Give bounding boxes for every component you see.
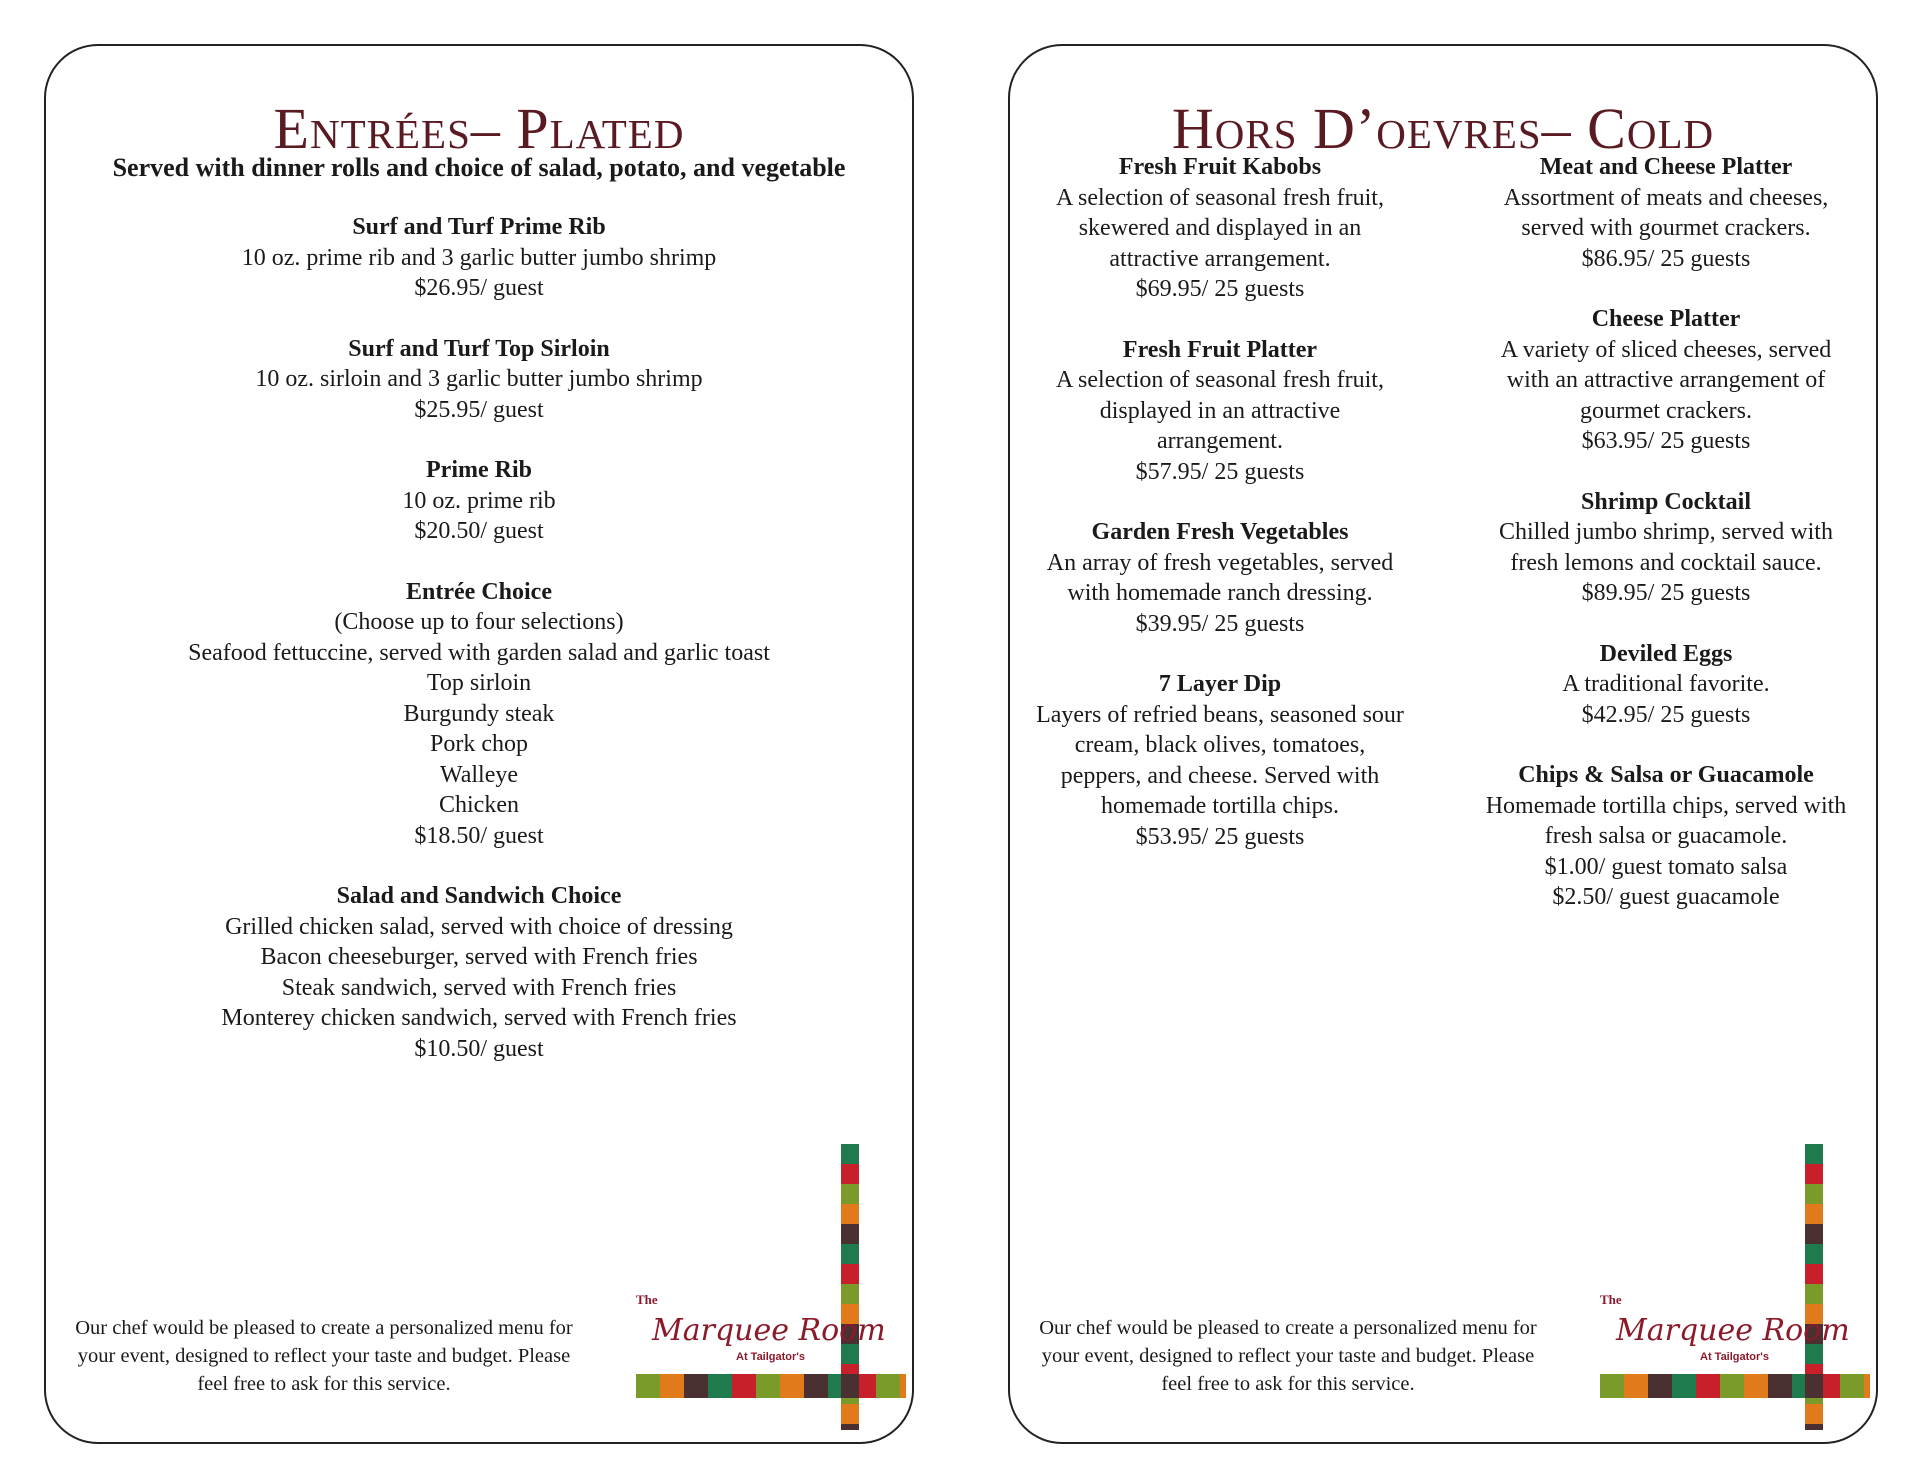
menu-item-line: $53.95/ 25 guests (1135, 823, 1305, 850)
menu-item-line: with an attractive arrangement of (1506, 367, 1826, 393)
menu-item-name: Deviled Eggs (1599, 640, 1733, 667)
logo-stripe-segment (708, 1374, 732, 1398)
logo-stripe-segment (841, 1264, 859, 1284)
menu-item-name: 7 Layer Dip (1158, 671, 1282, 697)
logo-stripe-segment (1805, 1204, 1823, 1224)
menu-item-name: Surf and Turf Top Sirloin (348, 335, 610, 362)
logo-text-script: Marquee Room (652, 1313, 886, 1348)
logo-stripe-segment (684, 1374, 708, 1398)
marquee-room-logo (636, 1144, 906, 1430)
menu-item-line: $69.95/ 25 guests (1135, 276, 1305, 302)
logo-stripe-segment (1864, 1374, 1870, 1398)
menu-item-line: $86.95/ 25 guests (1581, 245, 1751, 272)
logo-text-the: The (1600, 1292, 1622, 1307)
logo-stripe-segment (780, 1374, 804, 1398)
logo-stripe-segment (841, 1144, 859, 1164)
logo-stripe-segment (1768, 1374, 1792, 1398)
menu-page-entrees (44, 44, 914, 1444)
menu-item-line: Bacon cheeseburger, served with French fries (260, 944, 698, 970)
menu-item-line: (Choose up to four selections) (334, 609, 624, 635)
menu-item (46, 881, 912, 1064)
menu-item-name: Fresh Fruit Kabobs (1118, 154, 1322, 180)
logo-stripe-segment (1744, 1374, 1768, 1398)
menu-item-line: Homemade tortilla chips, served with (1485, 792, 1847, 819)
menu-item-name: Cheese Platter (1591, 306, 1741, 332)
menu-item-line: Pork chop (430, 731, 528, 757)
menu-item-line: Assortment of meats and cheeses, (1503, 184, 1829, 211)
logo-stripe-segment (756, 1374, 780, 1398)
footer-note: Our chef would be pleased to create a personalized menu for your event, designed to reflect your taste and budget. Please feel free to ask for this service. (75, 1317, 573, 1395)
logo-stripe-segment (1805, 1284, 1823, 1304)
logo-stripe-segment (1805, 1404, 1823, 1424)
menu-item-line: A traditional favorite. (1562, 671, 1770, 697)
menu-item-name: Prime Rib (426, 457, 532, 483)
page-title: Hors D’oevres– Cold (1171, 96, 1715, 161)
menu-item-line: $39.95/ 25 guests (1135, 610, 1305, 637)
menu-item-line: Chilled jumbo shrimp, served with (1499, 519, 1833, 545)
menu-item-line: An array of fresh vegetables, served (1046, 549, 1394, 576)
logo-stripe-segment (636, 1374, 660, 1398)
menu-item (1020, 335, 1420, 488)
logo-stripe-segment (1600, 1374, 1624, 1398)
menu-item-line: A selection of seasonal fresh fruit, (1056, 184, 1384, 211)
logo-stripe-segment (841, 1284, 859, 1304)
menu-item (1456, 639, 1876, 731)
menu-item-line: arrangement. (1157, 428, 1283, 454)
menu-item-line: 10 oz. prime rib (402, 487, 556, 514)
logo-stripe-segment (660, 1374, 684, 1398)
logo-stripe-segment (1805, 1224, 1823, 1244)
menu-item-line: Monterey chicken sandwich, served with French fries (221, 1005, 737, 1031)
menu-item-line: Chicken (439, 792, 519, 818)
menu-item (1456, 304, 1876, 457)
logo-stripe-segment (732, 1374, 756, 1398)
logo-stripe-segment (1720, 1374, 1744, 1398)
menu-item-line: 10 oz. prime rib and 3 garlic butter jumbo shrimp (241, 244, 717, 271)
menu-item-line: with homemade ranch dressing. (1067, 580, 1373, 606)
menu-item-line: $57.95/ 25 guests (1135, 458, 1305, 485)
marquee-room-logo (1600, 1144, 1870, 1430)
logo-stripe-segment (841, 1244, 859, 1264)
menu-item (46, 212, 912, 304)
logo-stripe-segment (1624, 1374, 1648, 1398)
logo-stripe-crossing (1805, 1374, 1823, 1398)
menu-item-line: Steak sandwich, served with French fries (281, 974, 677, 1001)
menu-item-line: Grilled chicken salad, served with choice of dressing (225, 913, 733, 940)
menu-item-line: $26.95/ guest (414, 275, 544, 301)
menu-item-name: Entrée Choice (406, 578, 552, 605)
footer-note: Our chef would be pleased to create a personalized menu for your event, designed to reflect your taste and budget. Please feel free to ask for this service. (1039, 1317, 1537, 1395)
logo-text-the: The (636, 1292, 658, 1307)
logo-stripe-segment (1840, 1374, 1864, 1398)
menu-item-line: Seafood fettuccine, served with garden salad and garlic toast (188, 639, 770, 666)
menu-item-line: skewered and displayed in an (1078, 215, 1362, 241)
menu-item (1020, 152, 1420, 305)
menu-item (1456, 760, 1876, 913)
menu-item-line: attractive arrangement. (1109, 245, 1331, 272)
logo-stripe-segment (1805, 1164, 1823, 1184)
logo-stripe-segment (804, 1374, 828, 1398)
logo-stripe-segment (1805, 1144, 1823, 1164)
menu-item-line: $18.50/ guest (414, 822, 544, 849)
page-subtitle: Served with dinner rolls and choice of salad, potato, and vegetable (112, 153, 846, 182)
logo-text-at: At Tailgator's (1700, 1351, 1770, 1363)
menu-item-line: $25.95/ guest (414, 396, 544, 423)
menu-item-line: gourmet crackers. (1580, 397, 1752, 424)
menu-item-line: served with gourmet crackers. (1521, 215, 1811, 241)
menu-item (46, 577, 912, 852)
logo-stripe-segment (841, 1404, 859, 1424)
menu-item-line: $10.50/ guest (414, 1035, 544, 1062)
menu-item-name: Salad and Sandwich Choice (336, 883, 622, 909)
menu-item-line: Top sirloin (426, 670, 532, 696)
logo-stripe-segment (841, 1424, 859, 1430)
logo-stripe-segment (1672, 1374, 1696, 1398)
logo-stripe-segment (1805, 1184, 1823, 1204)
menu-item (1020, 517, 1420, 639)
logo-stripe-segment (1648, 1374, 1672, 1398)
menu-item-line: $89.95/ 25 guests (1581, 580, 1751, 606)
hors-doeuvres-column-left (1020, 152, 1420, 882)
menu-item-line: cream, black olives, tomatoes, (1074, 732, 1366, 758)
menu-item-name: Meat and Cheese Platter (1539, 154, 1793, 180)
menu-item-line: fresh lemons and cocktail sauce. (1510, 549, 1822, 576)
menu-item-line: $63.95/ 25 guests (1581, 428, 1751, 454)
logo-stripe-segment (876, 1374, 900, 1398)
menu-item-line: displayed in an attractive (1099, 397, 1341, 424)
logo-stripe-segment (841, 1164, 859, 1184)
logo-text-at: At Tailgator's (736, 1351, 806, 1363)
menu-item (1456, 152, 1876, 274)
menu-item-line: fresh salsa or guacamole. (1544, 823, 1788, 849)
menu-item-line: $20.50/ guest (414, 518, 544, 544)
menu-item-line: Walleye (439, 761, 519, 788)
menu-item (1020, 669, 1420, 852)
page-title: Entrées– Plated (273, 96, 685, 161)
menu-item-name: Fresh Fruit Platter (1122, 336, 1318, 363)
menu-item-name: Garden Fresh Vegetables (1091, 519, 1349, 545)
menu-item (46, 334, 912, 426)
menu-item-line: $2.50/ guest guacamole (1552, 884, 1780, 910)
entree-list (46, 212, 912, 1094)
menu-item-line: homemade tortilla chips. (1101, 793, 1339, 819)
logo-stripe-segment (1805, 1424, 1823, 1430)
menu-item (46, 455, 912, 547)
logo-stripe-segment (1696, 1374, 1720, 1398)
menu-item-line: 10 oz. sirloin and 3 garlic butter jumbo shrimp (255, 366, 703, 392)
logo-stripe-crossing (841, 1374, 859, 1398)
logo-stripe-segment (841, 1204, 859, 1224)
menu-item-name: Surf and Turf Prime Rib (352, 214, 606, 240)
menu-item-line: $42.95/ 25 guests (1581, 701, 1751, 728)
menu-item-line: Layers of refried beans, seasoned sour (1036, 701, 1404, 728)
menu-page-hors-doeuvres (1008, 44, 1878, 1444)
menu-item-name: Chips & Salsa or Guacamole (1518, 762, 1814, 788)
menu-item-line: A selection of seasonal fresh fruit, (1056, 367, 1384, 393)
menu-item-line: A variety of sliced cheeses, served (1500, 336, 1832, 363)
logo-stripe-segment (1805, 1264, 1823, 1284)
hors-doeuvres-column-right (1456, 152, 1876, 943)
menu-item-line: $1.00/ guest tomato salsa (1544, 853, 1788, 880)
menu-item (1456, 487, 1876, 609)
logo-text-script: Marquee Room (1616, 1313, 1850, 1348)
logo-stripe-segment (900, 1374, 906, 1398)
menu-item-name: Shrimp Cocktail (1580, 488, 1751, 515)
logo-stripe-segment (841, 1224, 859, 1244)
logo-stripe-segment (841, 1184, 859, 1204)
menu-item-line: Burgundy steak (403, 700, 555, 727)
logo-stripe-segment (1805, 1244, 1823, 1264)
menu-item-line: peppers, and cheese. Served with (1060, 762, 1380, 789)
